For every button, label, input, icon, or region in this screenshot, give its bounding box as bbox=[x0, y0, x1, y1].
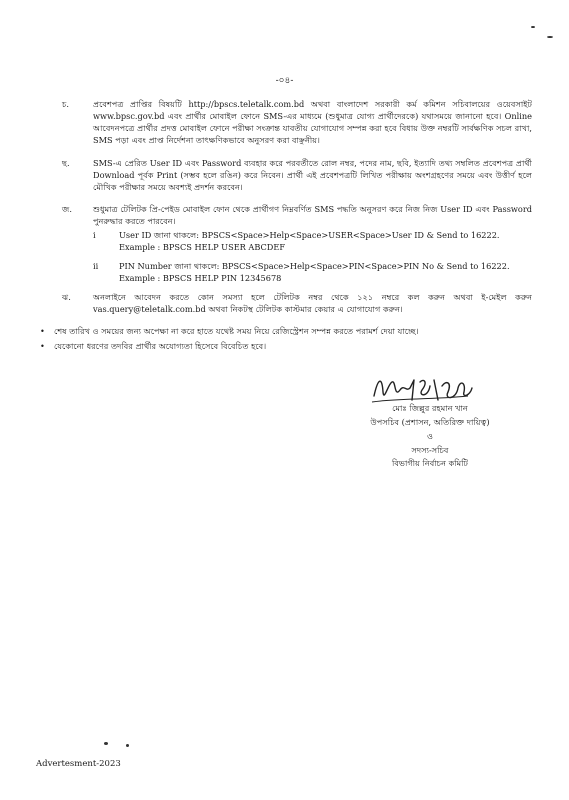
scan-speck bbox=[547, 36, 553, 38]
item-mark: জ. bbox=[62, 204, 72, 214]
item-mark: চ. bbox=[62, 99, 70, 109]
scan-speck bbox=[531, 26, 535, 28]
item-text: অনলাইনে আবেদন করতে কোন সমস্যা হলে টেলিটক নম্বর থেকে ১২১ নম্বরে কল করুন অথবা ই-মেইল করুন vas.query@teletalk.com.bd অথবা নিকটস্থ টেলিটক কাস্টমার কেয়ার এ যোগাযোগ করুন। bbox=[93, 292, 532, 314]
item-mark: ঝ. bbox=[62, 292, 71, 302]
bullet-note bbox=[40, 325, 530, 337]
sms-instruction-user-id bbox=[93, 229, 533, 253]
bullet-text: শেষ তারিখ ও সময়ের জন্য অপেক্ষা না করে হাতে যথেষ্ট সময় নিয়ে রেজিস্ট্রেশন সম্পন্ন করতে পরামর্শ দেয়া যাচ্ছে। bbox=[54, 326, 419, 336]
scan-speck bbox=[104, 742, 108, 745]
signatory-designation: উপসচিব (প্রশাসন, অতিরিক্ত দায়িত্ব) bbox=[370, 417, 490, 427]
item-mark: ছ. bbox=[62, 158, 70, 168]
item-text: শুধুমাত্র টেলিটক প্রি-পেইড মোবাইল ফোন থেকে প্রার্থীগণ নিম্নবর্ণিত SMS পদ্ধতি অনুসরণ করে নিজ নিজ User ID এবং Password পুনরুদ্ধার করতে পারবেন। bbox=[93, 204, 532, 226]
sms-example: Example : BPSCS HELP USER ABCDEF bbox=[119, 242, 286, 252]
item-text: প্রবেশপত্র প্রাপ্তির বিষয়টি http://bpscs.teletalk.com.bd অথবা বাংলাদেশ সরকারী কর্ম কমিশন সচিবালয়ের ওয়েবসাইট www.bpsc.gov.bd এবং প্রার্থীর মোবাইল ফোনে SMS-এর মাধ্যমে (শুধুমাত্র যোগ্য প্রার্থীদেরকে) যথাসময়ে জানানো হবে। Online আবেদনপত্রে প্রার্থীর প্রদত্ত মোবাইল ফোনে পরীক্ষা সংক্রান্ত যাবতীয় যোগাযোগ সম্পন্ন করা হবে বিধায় উক্ত নম্বরটি সার্বক্ষণিক সচল রাখা, SMS পড়া এবং প্রাপ্ত নির্দেশনা তাৎক্ষণিকভাবে অনুসরণ করা বাঞ্ছনীয়। bbox=[93, 99, 532, 145]
bullet-icon: • bbox=[40, 341, 45, 351]
handwritten-signature-image bbox=[368, 372, 478, 406]
signatory-name: মোঃ জিল্লুর রহমান খান bbox=[392, 403, 468, 413]
bullet-text: যেকোনো ধরণের তদবির প্রার্থীর অযোগ্যতা হিসেবে বিবেচিত হবে। bbox=[54, 341, 267, 351]
sms-instruction-pin bbox=[93, 260, 533, 284]
sms-format: User ID জানা থাকলে: BPSCS<Space>Help<Space>USER<Space>User ID & Send to 16222. bbox=[119, 230, 500, 240]
footer-label: Advertesment-2023 bbox=[36, 759, 121, 769]
signatory-committee: বিভাগীয় নির্বাচন কমিটি bbox=[392, 458, 468, 468]
signatory-role: সদস্য-সচিব bbox=[411, 445, 449, 455]
sms-format: PIN Number জানা থাকলে: BPSCS<Space>Help<Space>PIN<Space>PIN No & Send to 16222. bbox=[119, 261, 510, 271]
instruction-ja bbox=[62, 203, 532, 227]
page-number: -০৪- bbox=[275, 76, 294, 86]
bullet-icon: • bbox=[40, 326, 45, 336]
item-text: SMS-এ প্রেরিত User ID এবং Password ব্যবহার করে পরবর্তীতে রোল নম্বর, পদের নাম, ছবি, ইত্যাদি তথ্য সম্বলিত প্রবেশপত্র প্রার্থী Download পূর্বক Print (সম্ভব হলে রঙিন) করে নিবেন। প্রার্থী এই প্রবেশপত্রটি লিখিত পরীক্ষায় অংশগ্রহণের সময়ে এবং উত্তীর্ণ হলে মৌখিক পরীক্ষার সময়ে অবশ্যই প্রদর্শন করবেন। bbox=[93, 158, 532, 192]
sub-item-mark: ii bbox=[93, 261, 99, 271]
instruction-jha bbox=[62, 291, 532, 315]
bullet-note bbox=[40, 340, 530, 352]
instruction-chha bbox=[62, 157, 532, 193]
sub-item-mark: i bbox=[93, 230, 96, 240]
signatory-and: ও bbox=[426, 431, 434, 441]
instruction-cha bbox=[62, 98, 532, 146]
scan-speck bbox=[126, 744, 129, 747]
sms-example: Example : BPSCS HELP PIN 12345678 bbox=[119, 273, 282, 283]
